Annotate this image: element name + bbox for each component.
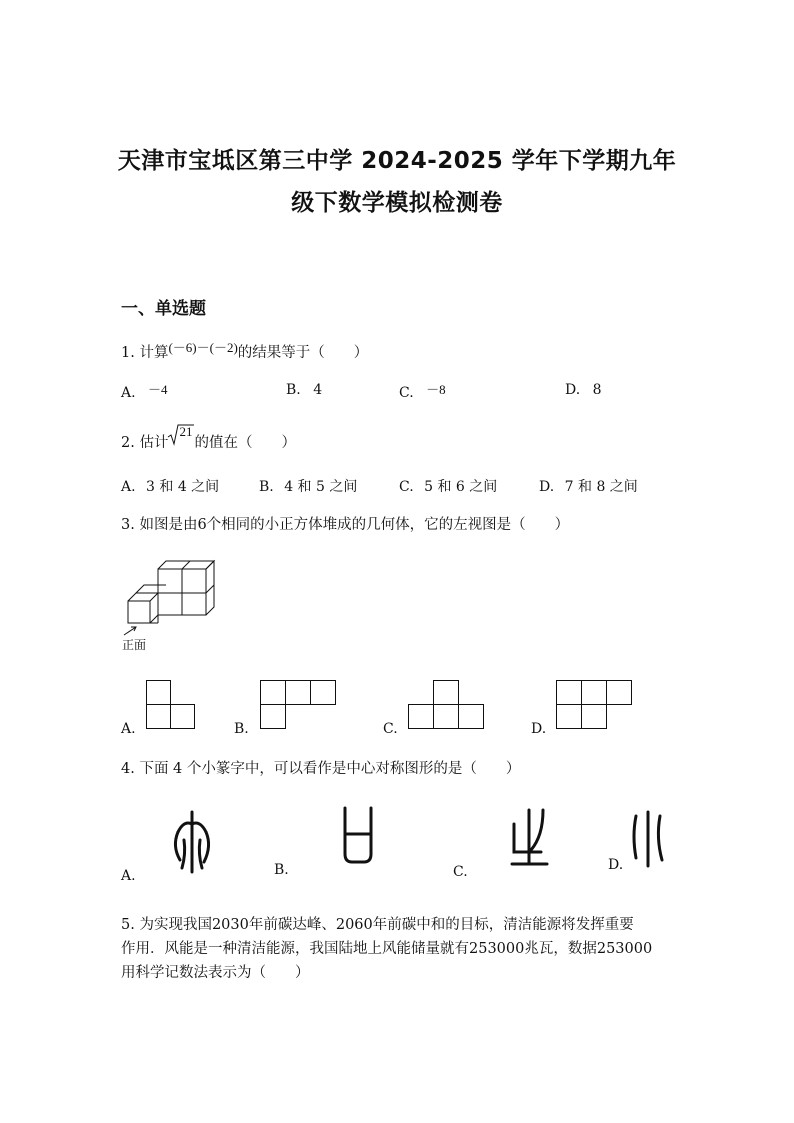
question-text: 如图是由6个相同的小正方体堆成的几何体，它的左视图是（ ） bbox=[139, 517, 570, 533]
question-text: 估计 bbox=[139, 435, 169, 451]
seal-script-character-d-icon[interactable] bbox=[628, 808, 668, 868]
view-option-b-figure[interactable] bbox=[260, 680, 336, 730]
question-number: 5. bbox=[121, 917, 135, 933]
document-title-line2: 级下数学模拟检测卷 bbox=[291, 190, 503, 216]
seal-script-character-c-icon[interactable] bbox=[509, 806, 549, 866]
radicand: 21 bbox=[179, 424, 193, 439]
document-title-line1: 天津市宝坻区第三中学 2024-2025 学年下学期九年 bbox=[117, 148, 677, 174]
view-option-a-figure[interactable] bbox=[146, 680, 196, 730]
question-4 bbox=[121, 757, 520, 778]
question-text: 计算 bbox=[139, 345, 169, 361]
option-label: C. bbox=[399, 479, 414, 495]
option-b-label[interactable]: B. bbox=[234, 721, 249, 737]
question-number: 1. bbox=[121, 345, 135, 361]
option-c[interactable] bbox=[399, 382, 446, 401]
section-heading: 一、单选题 bbox=[121, 299, 206, 319]
option-value: －8 bbox=[426, 382, 446, 397]
math-expression: (－6)－(－2) bbox=[168, 340, 238, 355]
option-label: D. bbox=[539, 479, 555, 495]
figure-caption: 正面 bbox=[122, 638, 147, 652]
question-number: 4. bbox=[121, 761, 135, 777]
question-text: 为实现我国2030年前碳达峰、2060年前碳中和的目标，清洁能源将发挥重要 bbox=[139, 917, 634, 933]
view-option-d-figure[interactable] bbox=[556, 680, 632, 730]
option-a-label[interactable]: A. bbox=[121, 721, 136, 737]
option-label: D. bbox=[565, 382, 581, 398]
cube-stack-figure bbox=[122, 561, 222, 641]
seal-script-character-a-icon[interactable] bbox=[170, 810, 214, 874]
option-value: 5 和 6 之间 bbox=[424, 479, 498, 495]
question-text: 的值在（ ） bbox=[194, 435, 296, 451]
question-text: 的结果等于（ ） bbox=[237, 345, 369, 361]
question-1 bbox=[121, 341, 368, 362]
option-d-label[interactable]: D. bbox=[608, 857, 624, 873]
option-value: 8 bbox=[592, 382, 602, 398]
option-d[interactable] bbox=[565, 382, 602, 398]
question-5-line1 bbox=[121, 913, 634, 934]
question-5-line2: 作用．风能是一种清洁能源，我国陆地上风能储量就有253000兆瓦，数据253000 bbox=[121, 941, 653, 957]
question-5-line3: 用科学记数法表示为（ ） bbox=[121, 965, 310, 981]
option-c-label[interactable]: C. bbox=[383, 721, 398, 737]
option-label: A. bbox=[121, 479, 136, 495]
seal-script-character-b-icon[interactable] bbox=[340, 806, 376, 866]
option-b[interactable] bbox=[286, 382, 322, 398]
square-root-expression bbox=[168, 424, 194, 449]
option-value: 7 和 8 之间 bbox=[564, 479, 638, 495]
question-number: 2. bbox=[121, 435, 135, 451]
option-value: －4 bbox=[148, 382, 168, 397]
option-b-label[interactable]: B. bbox=[274, 862, 289, 878]
option-value: 4 和 5 之间 bbox=[284, 479, 358, 495]
view-option-c-figure[interactable] bbox=[408, 680, 484, 730]
question-text: 下面 4 个小篆字中，可以看作是中心对称图形的是（ ） bbox=[139, 761, 521, 777]
option-c-label[interactable]: C. bbox=[453, 864, 468, 880]
question-number: 3. bbox=[121, 517, 135, 533]
option-label: B. bbox=[259, 479, 274, 495]
option-a[interactable] bbox=[121, 382, 168, 401]
option-label: C. bbox=[399, 385, 414, 401]
option-b[interactable] bbox=[259, 476, 357, 496]
option-value: 4 bbox=[313, 382, 323, 398]
option-d-label[interactable]: D. bbox=[531, 721, 547, 737]
option-a-label[interactable]: A. bbox=[121, 868, 136, 884]
option-d[interactable] bbox=[539, 476, 638, 496]
question-2 bbox=[121, 424, 296, 452]
option-value: 3 和 4 之间 bbox=[146, 479, 220, 495]
option-a[interactable] bbox=[121, 476, 219, 496]
option-label: B. bbox=[286, 382, 301, 398]
option-c[interactable] bbox=[399, 476, 497, 496]
question-3 bbox=[121, 513, 569, 534]
option-label: A. bbox=[121, 385, 136, 401]
